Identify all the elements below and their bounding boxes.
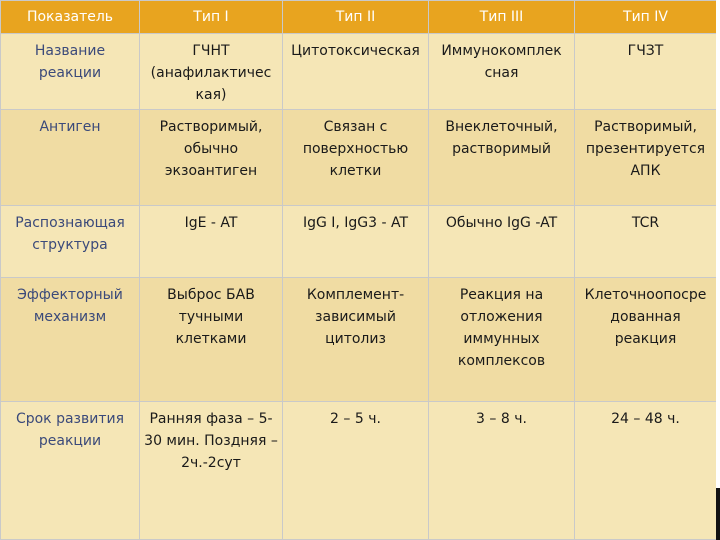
header-cell-type-1: Тип I <box>140 1 283 34</box>
table-row <box>1 278 717 402</box>
table-cell: 3 – 8 ч. <box>429 402 575 540</box>
header-cell-type-4: Тип IV <box>575 1 717 34</box>
table-cell: TCR <box>575 206 717 278</box>
table-cell: Реакция на отложения иммунных комплексов <box>429 278 575 402</box>
table-cell: ГЧЗТ <box>575 34 717 110</box>
row-label-recognition-structure: Распознающая структура <box>1 206 140 278</box>
header-row <box>1 1 717 34</box>
table-cell: Выброс БАВ тучными клетками <box>140 278 283 402</box>
row-label-reaction-name: Название реакции <box>1 34 140 110</box>
table-cell: Комплемент-зависимый цитолиз <box>283 278 429 402</box>
table-cell: Растворимый, презентируется АПК <box>575 110 717 206</box>
table-cell: Обычно IgG -AT <box>429 206 575 278</box>
slide-right-edge <box>716 0 720 540</box>
header-cell-type-2: Тип II <box>283 1 429 34</box>
table-cell: Клеточноопосре дованная реакция <box>575 278 717 402</box>
table-cell: Ранняя фаза – 5-30 мин. Поздняя – 2ч.-2сут <box>140 402 283 540</box>
header-cell-type-3: Тип III <box>429 1 575 34</box>
table-cell: Внеклеточный, растворимый <box>429 110 575 206</box>
table-row <box>1 206 717 278</box>
table-cell: Растворимый, обычно экзоантиген <box>140 110 283 206</box>
table-cell: 24 – 48 ч. <box>575 402 717 540</box>
table-row <box>1 110 717 206</box>
table-cell: 2 – 5 ч. <box>283 402 429 540</box>
edge-mark <box>716 488 720 540</box>
row-label-effector-mechanism: Эффекторный механизм <box>1 278 140 402</box>
table-cell: Цитотоксическая <box>283 34 429 110</box>
table-row <box>1 402 717 540</box>
table-cell: ГЧНТ (анафилактичес кая) <box>140 34 283 110</box>
table-row <box>1 34 717 110</box>
row-label-development-time: Срок развития реакции <box>1 402 140 540</box>
table-cell: Связан с поверхностью клетки <box>283 110 429 206</box>
table-cell: IgG I, IgG3 - AT <box>283 206 429 278</box>
table-cell: Иммунокомплек сная <box>429 34 575 110</box>
header-cell-indicator: Показатель <box>1 1 140 34</box>
table-cell: IgE - AT <box>140 206 283 278</box>
row-label-antigen: Антиген <box>1 110 140 206</box>
